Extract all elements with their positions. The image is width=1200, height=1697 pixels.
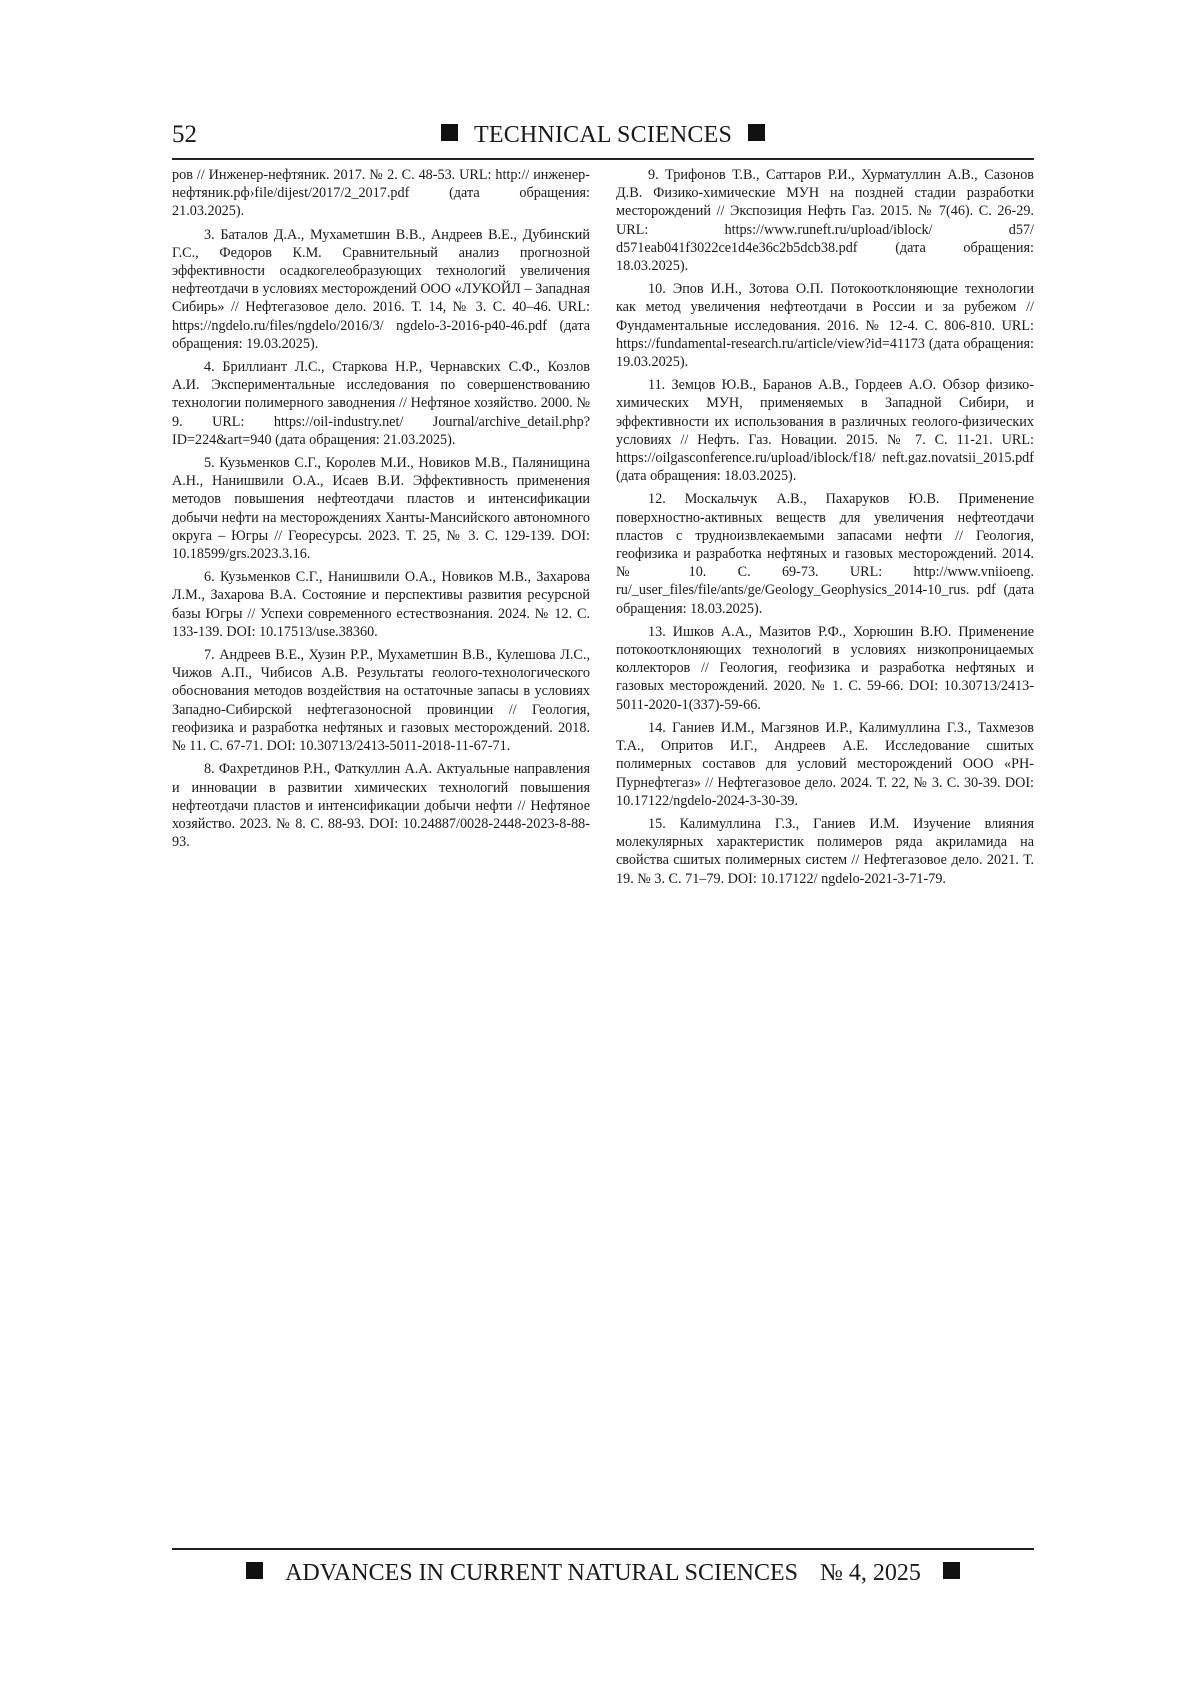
black-square-icon [246, 1562, 263, 1579]
reference-entry: 9. Трифонов Т.В., Саттаров Р.И., Хурматуллин А.В., Сазонов Д.В. Физико-химические МУН на поздней стадии разработки месторождений // Экспозиция Нефть Газ. 2015. № 7(46). С. 26-29. URL: https://www.runeft.ru/upload/iblock/ d57/ d571eab041f3022ce1d4e36c2b5dcb38.pdf (дата обращения: 18.03.2025). [616, 167, 1034, 275]
reference-entry: 6. Кузьменков С.Г., Нанишвили О.А., Новиков М.В., Захарова Л.М., Захарова В.А. Состояние и перспективы развития ресурсной базы Югры // Успехи современного естествознания. 2024. № 12. С. 133-139. DOI: 10.17513/use.38360. [172, 569, 590, 640]
reference-entry: 15. Калимуллина Г.З., Ганиев И.М. Изучение влияния молекулярных характеристик полимеров ряда акриламида на свойства сшитых полимерных систем // Нефтегазовое дело. 2021. Т. 19. № 3. С. 71–79. DOI: 10.17122/ ngdelo-2021-3-71-79. [616, 815, 1034, 887]
reference-entry: 5. Кузьменков С.Г., Королев М.И., Новиков М.В., Палянищина А.Н., Нанишвили О.А., Исаев В.И. Эффективность применения методов повышения нефтеотдачи пластов и интенсификации добычи нефти на месторождениях Ханты-Мансийского автономного округа – Югры // Георесурсы. 2023. Т. 25, № 3. С. 129-139. DOI: 10.18599/grs.2023.3.16. [172, 455, 590, 563]
black-square-icon [943, 1562, 960, 1579]
reference-entry: 12. Москальчук А.В., Пахаруков Ю.В. Применение поверхностно-активных веществ для увеличения нефтеотдачи пластов с трудноизвлекаемыми запасами нефти // Геология, геофизика и разработка нефтяных и газовых месторождений. 2014. № 10. С. 69-73. URL: http://www.vniioeng. ru/_user_files/file/ants/ge/Geology_Geophysics_2014-10_rus. pdf (дата обращения: 18.03.2025). [616, 491, 1034, 617]
reference-entry: 14. Ганиев И.М., Магзянов И.Р., Калимуллина Г.З., Тахмезов Т.А., Опритов И.Г., Андреев А.Е. Исследование сшитых полимерных составов для условий месторождений ООО «РН-Пурнефтегаз» // Нефтегазовое дело. 2024. Т. 22, № 3. С. 30-39. DOI: 10.17122/ngdelo-2024-3-30-39. [616, 719, 1034, 809]
page-footer [172, 1548, 1034, 1588]
reference-entry: 11. Земцов Ю.В., Баранов А.В., Гордеев А.О. Обзор физико-химических МУН, применяемых в Западной Сибири, и эффективности их использования в различных геолого-физических условиях // Нефть. Газ. Новации. 2015. № 7. С. 11-21. URL: https://oilgasconference.ru/upload/iblock/f18/ neft.gaz.novatsii_2015.pdf (дата обращения: 18.03.2025). [616, 377, 1034, 485]
page-header [172, 118, 1034, 160]
reference-entry: 8. Фахретдинов Р.Н., Фаткуллин А.А. Актуальные направления и инновации в развитии химических технологий повышения нефтеотдачи пластов и интенсификации добычи нефти // Нефтяное хозяйство. 2023. № 8. С. 88-93. DOI: 10.24887/0028-2448-2023-8-88-93. [172, 761, 590, 851]
section-title-bar [172, 120, 1034, 150]
reference-entry: 13. Ишков А.А., Мазитов Р.Ф., Хорюшин В.Ю. Применение потокоотклоняющих технологий в условиях низкопроницаемых коллекторов // Геология, геофизика и разработка нефтяных и газовых месторождений. 2020. № 1. С. 59-66. DOI: 10.30713/2413-5011-2020-1(337)-59-66. [616, 623, 1034, 713]
page-number: 52 [172, 121, 197, 148]
reference-entry: 10. Эпов И.Н., Зотова О.П. Потокоотклоняющие технологии как метод увеличения нефтеотдачи в России и за рубежом // Фундаментальные исследования. 2016. № 12-4. С. 806-810. URL: https://fundamental-research.ru/article/view?id=41173 (дата обращения: 19.03.2025). [616, 281, 1034, 371]
section-title: TECHNICAL SCIENCES [473, 122, 733, 148]
journal-name: ADVANCES IN CURRENT NATURAL SCIENCES [285, 1560, 799, 1586]
reference-entry: 3. Баталов Д.А., Мухаметшин В.В., Андреев В.Е., Дубинский Г.С., Федоров К.М. Сравнительный анализ прогнозной эффективности осадкогелеобразующих технологий увеличения нефтеотдачи в условиях месторождений ООО «ЛУКОЙЛ – Западная Сибирь» // Нефтегазовое дело. 2016. Т. 14, № 3. С. 40–46. URL: https://ngdelo.ru/files/ngdelo/2016/3/ ngdelo-3-2016-p40-46.pdf (дата обращения: 19.03.2025). [172, 226, 590, 352]
reference-entry: 4. Бриллиант Л.С., Старкова Н.Р., Чернавских С.Ф., Козлов А.И. Экспериментальные исследования по совершенствованию технологии полимерного заводнения // Нефтяное хозяйство. 2000. № 9. URL: https://oil-industry.net/ Journal/archive_detail.php?ID=224&art=940 (дата обращения: 21.03.2025). [172, 359, 590, 448]
reference-entry: 7. Андреев В.Е., Хузин Р.Р., Мухаметшин В.В., Кулешова Л.С., Чижов А.П., Чибисов А.В. Результаты геолого-технологического обоснования методов воздействия на остаточные запасы в условиях Западно-Сибирской нефтегазоносной провинции // Геология, геофизика и разработка нефтяных и газовых месторождений. 2018. № 11. С. 67-71. DOI: 10.30713/2413-5011-2018-11-67-71. [172, 647, 590, 755]
black-square-icon [748, 124, 765, 141]
reference-entry: ров // Инженер-нефтяник. 2017. № 2. С. 48-53. URL: http:// инженер-нефтяник.рф›file/dijest/2017/2_2017.pdf (дата обращения: 21.03.2025). [172, 167, 590, 220]
issue-number: № 4, 2025 [820, 1560, 921, 1586]
left-column [172, 166, 590, 856]
right-column [616, 166, 1034, 893]
black-square-icon [441, 124, 458, 141]
